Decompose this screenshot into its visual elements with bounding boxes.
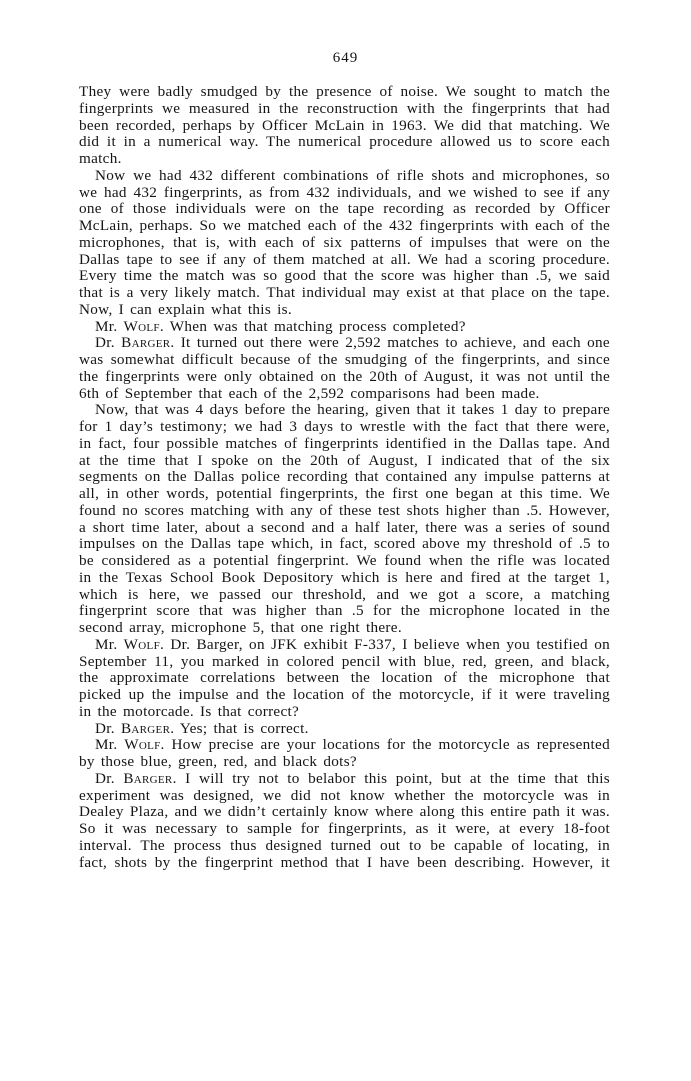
speaker-surname: Wolf. (124, 736, 165, 754)
speaker-surname: Barger. (121, 719, 175, 737)
paragraph-text: I will try not to belabor this point, but at the time that this experiment was designed, we did not know whether the motorcycle was in Dealey Plaza, and we didn’t certainly know where along this entire path it was. So it was necessary to sample for fingerprints, as it were, at every 18-foot interval. The process thus designed turned out to be capable of locating, in fact, shots by the fingerprint method that I have been describing. However, it (79, 769, 610, 871)
speaker-name (95, 636, 164, 653)
paragraph-text: Dr. Barger, on JFK exhibit F-337, I believe when you testified on September 11, you marked in colored pencil with blue, red, green, and black, the approximate correlations between the location of the microphone that picked up the impulse and the location of the motorcycle, if it were traveling in the motorcade. Is that correct? (79, 635, 610, 720)
transcript-paragraph (79, 335, 610, 402)
speaker-name (95, 770, 177, 787)
transcript-paragraph (79, 737, 610, 771)
paragraph-text: It turned out there were 2,592 matches to achieve, and each one was somewhat difficult because of the smudging of the fingerprints, and since the fingerprints were only obtained on the 20th of August, it was not until the 6th of September that each of the 2,592 comparisons had been made. (79, 334, 610, 402)
paragraph-text: Now, that was 4 days before the hearing, given that it takes 1 day to prepare for 1 day’s testimony; we had 3 days to wrestle with the fact that there were, in fact, four possible matches of fingerprints identified in the Dallas tape. And at the time that I spoke on the 20th of August, I indicated that of the six segments on the Dallas police recording that contained any impulse patterns at all, in other words, potential fingerprints, the first one began at this time. We found no scores matching with any of these test shots higher than .5. However, a short time later, about a second and a half later, there was a series of sound impulses on the Dallas tape which, in fact, scored above my threshold of .5 to be considered as a potential fingerprint. We found when the rifle was located in the Texas School Book Depository which is here and fired at the target 1, which is here, we passed our threshold, and we got a score, a matching fingerprint score that was higher than .5 for the microphone located in the second array, microphone 5, that one right there. (79, 401, 610, 636)
speaker-name (95, 334, 174, 351)
transcript-paragraph (79, 319, 610, 336)
paragraph-text: Yes; that is correct. (179, 719, 309, 737)
paragraph-text: When was that matching process completed? (169, 317, 466, 335)
speaker-prefix: Mr. (95, 635, 118, 653)
speaker-name (95, 720, 174, 737)
paragraph-text: How precise are your locations for the motorcycle as represented by those blue, green, red, and black dots? (79, 736, 610, 770)
transcript-paragraph (79, 84, 610, 168)
speaker-prefix: Mr. (95, 317, 118, 335)
transcript-paragraph (79, 637, 610, 721)
speaker-name (95, 736, 165, 753)
transcript-paragraph (79, 402, 610, 637)
transcript-paragraph (79, 771, 610, 872)
speaker-prefix: Mr. (95, 736, 118, 754)
speaker-surname: Barger. (121, 334, 175, 352)
speaker-surname: Wolf. (123, 635, 165, 653)
speaker-prefix: Dr. (95, 719, 115, 737)
transcript-paragraph (79, 168, 610, 319)
speaker-surname: Wolf. (123, 317, 164, 335)
speaker-surname: Barger. (123, 769, 177, 787)
paragraph-text: They were badly smudged by the presence of noise. We sought to match the fingerprints we measured in the reconstruction with the fingerprints that had been recorded, perhaps by Officer McLain in 1963. We did that matching. We did it in a numerical way. The numerical procedure allowed us to score each match. (79, 83, 610, 167)
speaker-name (95, 318, 164, 335)
page-number: 649 (332, 50, 359, 66)
speaker-prefix: Dr. (95, 334, 115, 352)
paragraph-text: Now we had 432 different combinations of rifle shots and microphones, so we had 432 fingerprints, as from 432 individuals, and we wished to see if any one of those individuals were on the tape recording as recorded by Officer McLain, perhaps. So we matched each of the 432 fingerprints with each of the microphones, that is, with each of six patterns of impulses that were on the Dallas tape to see if any of them matched at all. We had a scoring procedure. Every time the match was so good that the score was higher than .5, we said that is a very likely match. That individual may exist at that place on the tape. Now, I can explain what this is. (79, 166, 610, 318)
transcript-paragraph (79, 721, 610, 738)
speaker-prefix: Dr. (95, 769, 115, 787)
transcript-body (79, 84, 610, 871)
